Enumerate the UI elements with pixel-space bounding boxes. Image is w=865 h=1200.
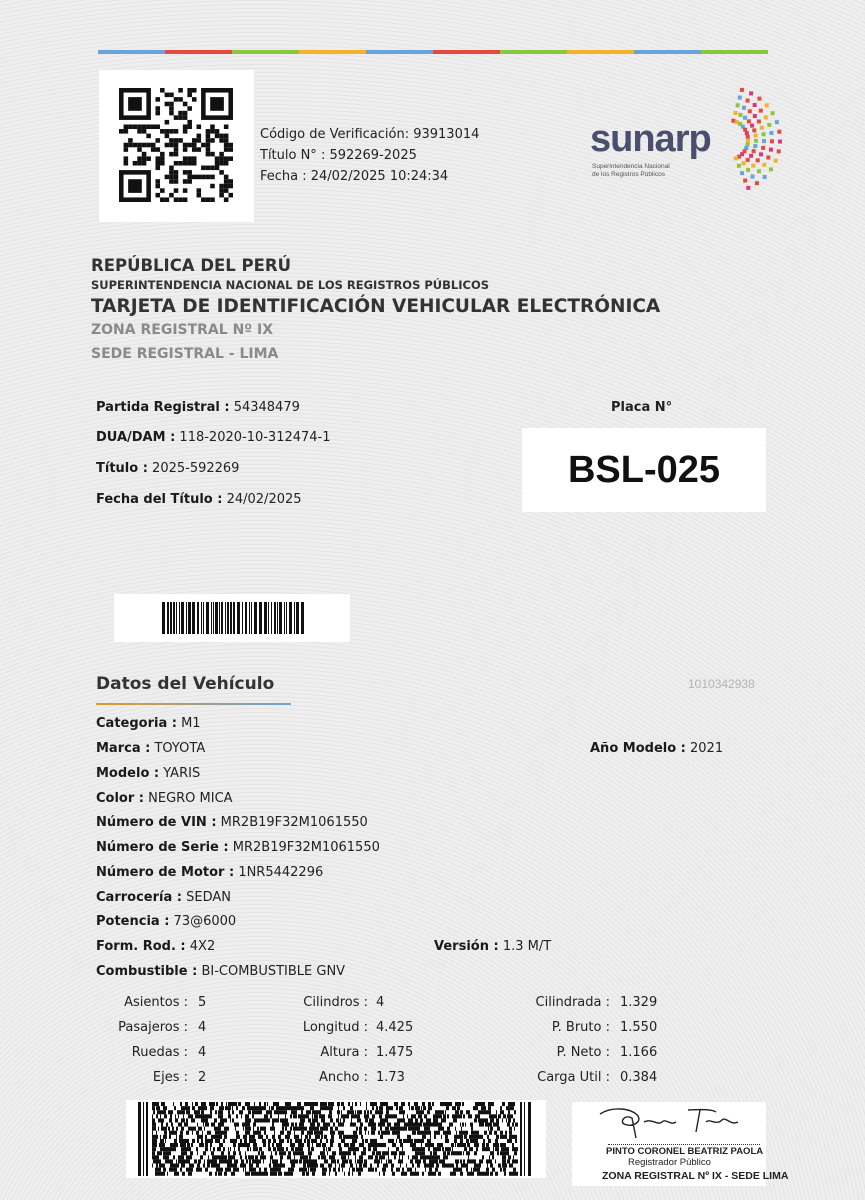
pdf417-barcode [126,1100,546,1178]
logo-subtitle [592,163,702,179]
vehicle-section-title: Datos del Vehículo [96,674,275,694]
motor-row [96,865,323,880]
pneto-value: 1.166 [620,1045,658,1060]
pbruto-label: P. Bruto : [551,1020,610,1035]
altura-label: Altura : [320,1045,368,1060]
signer-office: ZONA REGISTRAL Nº IX - SEDE LIMA [602,1170,789,1182]
modelo-row [96,766,200,781]
document-title: TARJETA DE IDENTIFICACIÓN VEHICULAR ELECTRÓNICA [91,296,661,317]
sunarp-logo [586,86,786,196]
carga-value: 0.384 [620,1070,658,1085]
stripe-segment [299,50,366,54]
verification-code: Código de Verificación: 93913014 [260,127,480,142]
fecha-row [96,492,302,507]
marca-value: TOYOTA [154,741,206,756]
dua-row [96,430,331,445]
potencia-value: 73@6000 [173,914,237,929]
altura-value: 1.475 [376,1045,414,1060]
asientos-value: 5 [198,995,207,1010]
carroceria-label: Carrocería : [96,890,182,905]
partida-value: 54348479 [233,400,300,415]
version-label: Versión : [434,939,499,954]
signature-icon [592,1104,742,1144]
fecha-value: 24/02/2025 [226,492,302,507]
categoria-row [96,716,201,731]
logo-subtitle-line2: de los Registros Públicos [592,171,665,178]
combustible-row [96,964,345,979]
anio-value: 2021 [690,741,724,756]
formrod-row [96,939,215,954]
logo-subtitle-line1: Superintendencia Nacional [592,163,670,170]
ruedas-value: 4 [198,1045,207,1060]
stripe-segment [500,50,567,54]
version-value: 1.3 M/T [502,939,552,954]
ancho-label: Ancho : [319,1070,368,1085]
stripe-segment [98,50,165,54]
modelo-value: YARIS [163,766,201,781]
version-row [434,939,551,954]
motor-label: Número de Motor : [96,865,235,880]
color-value: NEGRO MICA [148,791,233,806]
cilindrada-label: Cilindrada : [535,995,610,1010]
categoria-label: Categoria : [96,716,177,731]
vin-row [96,815,368,830]
stripe-segment [634,50,701,54]
stripe-segment [366,50,433,54]
motor-value: 1NR5442296 [238,865,324,880]
zone-heading: ZONA REGISTRAL Nº IX [91,322,274,338]
asientos-label: Asientos : [124,995,188,1010]
verification-date: Fecha : 24/02/2025 10:24:34 [260,169,449,184]
barcode [114,594,350,642]
anio-label: Año Modelo : [590,741,686,756]
color-label: Color : [96,791,144,806]
ejes-label: Ejes : [152,1070,188,1085]
vin-value: MR2B19F32M1061550 [220,815,368,830]
fecha-label: Fecha del Título : [96,492,223,507]
titulo-label: Título : [96,461,148,476]
qr-code-image [119,88,233,202]
ruedas-label: Ruedas : [131,1045,188,1060]
stripe-segment [165,50,232,54]
pasajeros-value: 4 [198,1020,207,1035]
marca-row [96,741,205,756]
pdf417-barcode-image [138,1102,534,1176]
formrod-value: 4X2 [189,939,216,954]
potencia-row [96,914,236,929]
serie-value: MR2B19F32M1061550 [232,840,380,855]
serie-label: Número de Serie : [96,840,229,855]
pbruto-value: 1.550 [620,1020,658,1035]
qr-code [99,70,254,222]
signature-line [608,1144,760,1145]
dua-value: 118-2020-10-312474-1 [179,430,331,445]
partida-row [96,400,300,415]
document-serial: 1010342938 [688,677,755,691]
ancho-value: 1.73 [376,1070,405,1085]
combustible-label: Combustible : [96,964,198,979]
pasajeros-label: Pasajeros : [118,1020,188,1035]
color-stripe [98,50,768,54]
cilindros-label: Cilindros : [303,995,368,1010]
dua-label: DUA/DAM : [96,430,176,445]
signer-role: Registrador Público [628,1157,711,1168]
formrod-label: Form. Rod. : [96,939,186,954]
partida-label: Partida Registral : [96,400,230,415]
marca-label: Marca : [96,741,151,756]
verification-info [260,124,479,187]
section-underline [96,703,291,705]
stripe-segment [433,50,500,54]
titulo-row [96,461,239,476]
verification-title: Título N° : 592269-2025 [260,148,417,163]
stripe-segment [701,50,768,54]
plate-number: BSL-025 [567,448,721,491]
stripe-segment [232,50,299,54]
longitud-value: 4.425 [376,1020,414,1035]
plate-box [522,428,766,512]
carroceria-row [96,890,231,905]
carga-label: Carga Util : [537,1070,610,1085]
longitud-label: Longitud : [302,1020,368,1035]
modelo-label: Modelo : [96,766,160,781]
cilindros-value: 4 [376,995,385,1010]
titulo-value: 2025-592269 [152,461,240,476]
serie-row [96,840,380,855]
seat-heading: SEDE REGISTRAL - LIMA [91,346,279,362]
color-row [96,791,233,806]
stripe-segment [567,50,634,54]
ejes-value: 2 [198,1070,207,1085]
republic-heading: REPÚBLICA DEL PERÚ [91,256,292,275]
carroceria-value: SEDAN [186,890,231,905]
potencia-label: Potencia : [96,914,170,929]
cilindrada-value: 1.329 [620,995,658,1010]
barcode-image [162,602,304,634]
plate-label: Placa N° [611,400,673,415]
signature-block [572,1102,789,1186]
vin-label: Número de VIN : [96,815,217,830]
agency-heading: SUPERINTENDENCIA NACIONAL DE LOS REGISTROS PÚBLICOS [91,278,490,292]
anio-row [590,741,723,756]
logo-word: sunarp [590,118,711,160]
pneto-label: P. Neto : [556,1045,610,1060]
combustible-value: BI-COMBUSTIBLE GNV [201,964,346,979]
signer-name: PINTO CORONEL BEATRIZ PAOLA [606,1146,764,1157]
categoria-value: M1 [181,716,201,731]
